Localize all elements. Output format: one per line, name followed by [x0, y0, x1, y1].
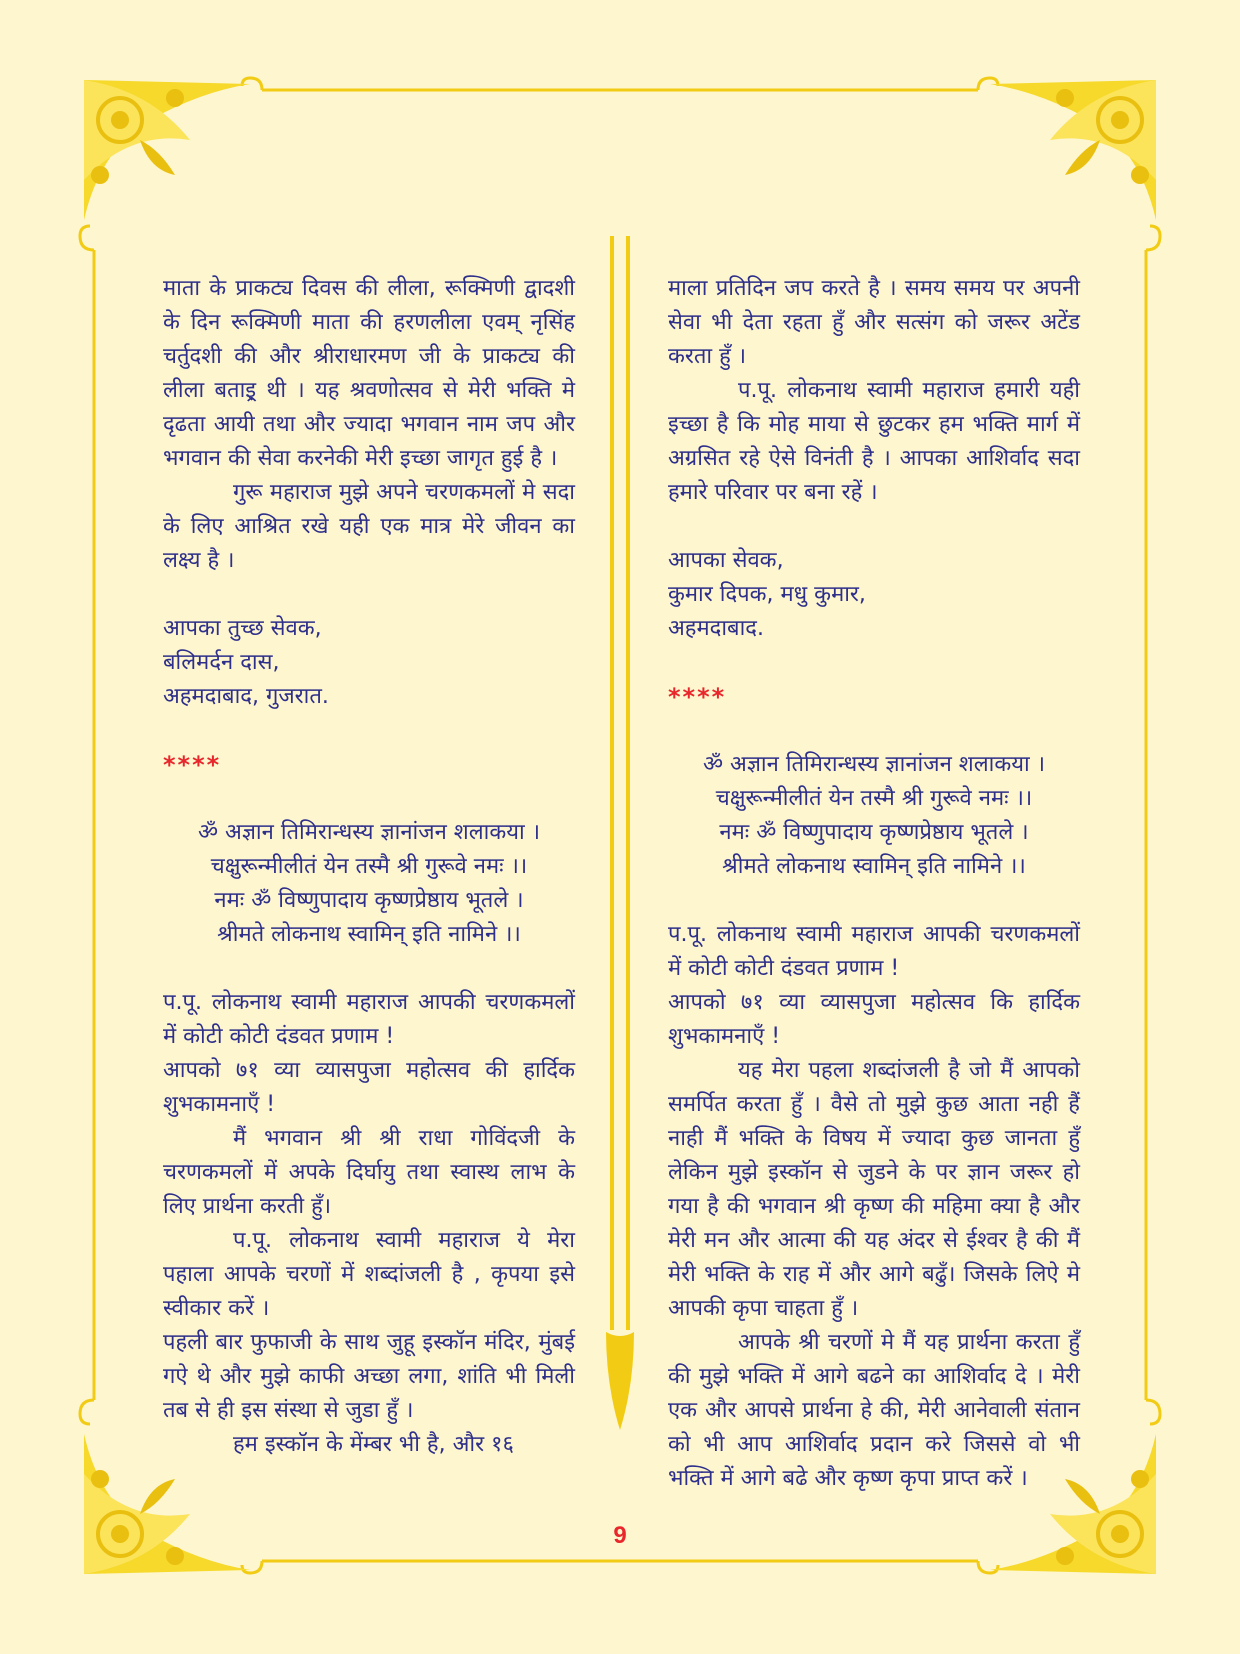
left-paragraph-8: हम इस्कॉन के मेंम्बर भी है, और १६: [233, 1432, 514, 1457]
left-signature-1: आपका तुच्छ सेवक,: [163, 616, 322, 641]
left-paragraph-1: माता के प्राकट्य दिवस की लीला, रूक्मिणी द्वादशी के दिन रूक्मिणी माता की हरणलीला एवम् नृसिंह चर्तुदशी की और श्रीराधारमण जी के प्राकट्य की लीला बताइ्र थी । यह श्रवणोत्सव से मेरी भक्ति मे दृढता आयी तथा और ज्यादा भगवान नाम जप और भगवान की सेवा करनेकी मेरी इच्छा जागृत हुई है ।: [163, 276, 575, 471]
left-verse-1: ॐ अज्ञान तिमिरान्धस्य ज्ञानांजन शलाकया ।: [197, 820, 541, 845]
left-column: [163, 272, 575, 1462]
right-column: [668, 272, 1080, 1496]
tilak-divider-icon: [606, 236, 634, 1430]
right-verse-1: ॐ अज्ञान तिमिरान्धस्य ज्ञानांजन शलाकया ।: [702, 752, 1046, 777]
right-signature-3: अहमदाबाद.: [668, 616, 764, 641]
right-signature-1: आपका सेवक,: [668, 548, 784, 573]
left-paragraph-7: पहली बार फुफाजी के साथ जुहू इस्कॉन मंदिर, मुंबई गऐ थे और मुझे काफी अच्छा लगा, शांति भी मिली तब से ही इस संस्था से जुडा हुँ ।: [163, 1330, 575, 1423]
left-signature-3: अहमदाबाद, गुजरात.: [163, 684, 329, 709]
left-verse-2: चक्षुरून्मीलीतं येन तस्मै श्री गुरूवे नमः ।।: [210, 854, 528, 879]
left-paragraph-6: प.पू. लोकनाथ स्वामी महाराज ये मेरा पहाला आपके चरणों में शब्दांजली है , कृपया इसे स्वीकार करें ।: [163, 1228, 575, 1321]
right-paragraph-2: प.पू. लोकनाथ स्वामी महाराज हमारी यही इच्छा है कि मोह माया से छुटकर हम भक्ति मार्ग में अग्रसित रहे ऐसे विनंती है । आपका आशिर्वाद सदा हमारे परिवार पर बना रहें ।: [668, 378, 1080, 505]
right-paragraph-3: प.पू. लोकनाथ स्वामी महाराज आपकी चरणकमलों में कोटी कोटी दंडवत प्रणाम !: [668, 922, 1080, 981]
page-number: 9: [613, 1522, 627, 1549]
left-paragraph-5: मैं भगवान श्री श्री राधा गोविंदजी के चरणकमलों में अपके दिर्घायु तथा स्वास्थ लाभ के लिए प्रार्थना करती हुँ।: [163, 1126, 575, 1219]
right-verse-3: नमः ॐ विष्णुपादाय कृष्णप्रेष्ठाय भूतले ।: [719, 820, 1029, 845]
right-verse-4: श्रीमते लोकनाथ स्वामिन् इति नामिने ।।: [722, 854, 1026, 879]
left-paragraph-2: गुरू महाराज मुझे अपने चरणकमलों मे सदा के लिए आश्रित रखे यही एक मात्र मेरे जीवन का लक्ष्य है ।: [163, 480, 575, 573]
right-paragraph-5: यह मेरा पहला शब्दांजली है जो मैं आपको समर्पित करता हुँ । वैसे तो मुझे कुछ आता नही हैं नाही मैं भक्ति के विषय में ज्यादा कुछ जानता हुँ लेकिन मुझे इस्कॉन से जुडने के पर ज्ञान जरूर हो गया है की भगवान श्री कृष्ण की महिमा क्या है और मेरी मन और आत्मा की यह अंदर से ईश्वर है की मैं मेरी भक्ति के राह में और आगे बढुँ। जिसके लिऐ मे आपकी कृपा चाहता हुँ ।: [668, 1058, 1080, 1321]
right-star-divider: ****: [668, 683, 727, 711]
left-verse-3: नमः ॐ विष्णुपादाय कृष्णप्रेष्ठाय भूतले ।: [214, 888, 524, 913]
floral-corner-icon: [84, 80, 250, 220]
right-verse-2: चक्षुरून्मीलीतं येन तस्मै श्री गुरूवे नमः ।।: [715, 786, 1033, 811]
right-paragraph-1: माला प्रतिदिन जप करते है । समय समय पर अपनी सेवा भी देता रहता हुँ और सत्संग को जरूर अटेंड करता हुँ ।: [668, 276, 1080, 369]
right-paragraph-6: आपके श्री चरणों मे मैं यह प्रार्थना करता हुँ की मुझे भक्ति में आगे बढने का आशिर्वाद दे । मेरी एक और आपसे प्रार्थना हे की, मेरी आनेवाली संतान को भी आप आशिर्वाद प्रदान करे जिससे वो भी भक्ति में आगे बढे और कृष्ण कृपा प्राप्त करें ।: [668, 1330, 1080, 1491]
left-paragraph-4: आपको ७१ व्या व्यासपुजा महोत्सव की हार्दिक शुभकामनाएँ !: [163, 1058, 575, 1117]
left-star-divider: ****: [163, 751, 222, 779]
left-signature-2: बलिमर्दन दास,: [163, 650, 280, 675]
right-signature-2: कुमार दिपक, मधु कुमार,: [668, 582, 866, 607]
left-verse-4: श्रीमते लोकनाथ स्वामिन् इति नामिने ।।: [217, 922, 521, 947]
left-paragraph-3: प.पू. लोकनाथ स्वामी महाराज आपकी चरणकमलों में कोटी कोटी दंडवत प्रणाम !: [163, 990, 575, 1049]
right-paragraph-4: आपको ७१ व्या व्यासपुजा महोत्सव कि हार्दिक शुभकामनाएँ !: [668, 990, 1080, 1049]
